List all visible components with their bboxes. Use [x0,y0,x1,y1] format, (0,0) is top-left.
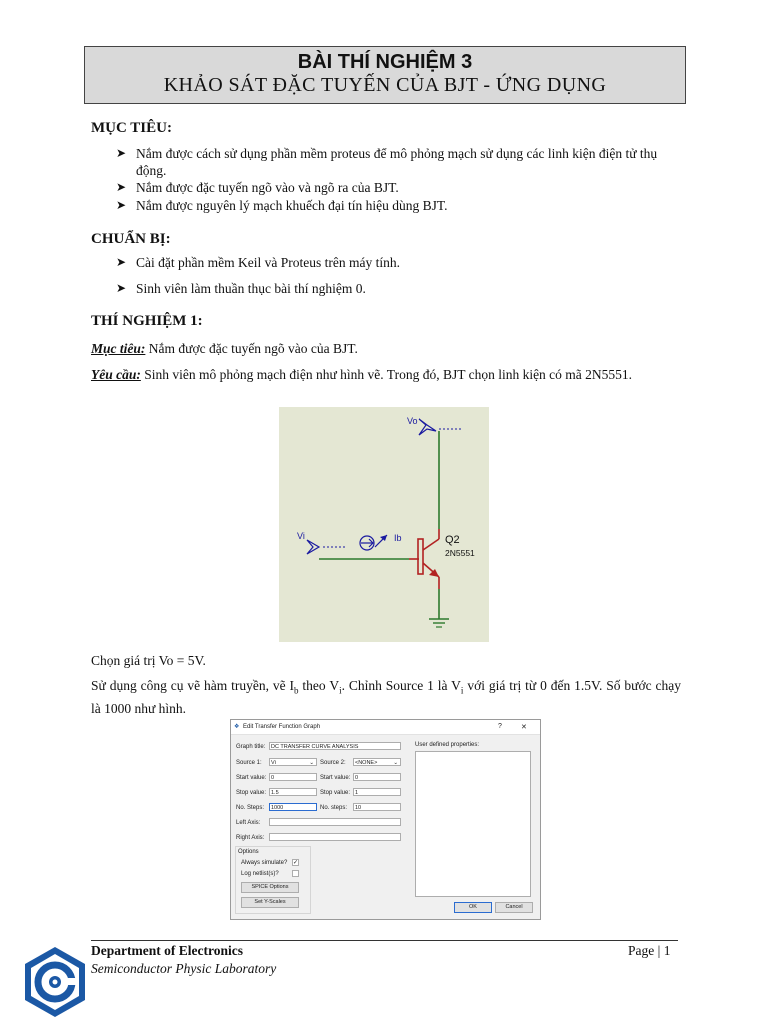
source2-label: Source 2: [320,760,346,766]
left-axis-input[interactable] [269,818,401,826]
set-yscales-button[interactable]: Set Y-Scales [241,897,299,908]
source2-value: <NONE> [355,760,378,766]
muc-tieu-label: Mục tiêu: [91,341,146,356]
source1-label: Source 1: [236,760,262,766]
source1-value: Vi [271,760,276,766]
chevron-down-icon: ⌄ [393,760,398,766]
cancel-button[interactable]: Cancel [495,902,533,913]
q-label: Q2 [445,534,460,546]
steps1-input[interactable]: 1000 [269,803,317,811]
user-props-label: User defined properties: [415,742,480,748]
dialog-titlebar [231,720,540,735]
ib-label: Ib [394,533,402,543]
spice-options-button[interactable]: SPICE Options [241,882,299,893]
ok-button[interactable]: OK [454,902,492,913]
help-icon[interactable]: ? [498,723,502,730]
stop2-label: Stop value: [320,790,351,796]
heading-thi-nghiem-1: THÍ NGHIỆM 1: [91,313,203,329]
source2-select[interactable] [353,758,401,766]
doc-subtitle: KHẢO SÁT ĐẶC TUYẾN CỦA BJT - ỨNG DỤNG [163,74,607,96]
edit-transfer-dialog [230,719,541,920]
graph-title-input[interactable]: DC TRANSFER CURVE ANALYSIS [269,742,401,750]
chon-vo-text: Chọn giá trị Vo = 5V. [91,653,206,668]
vo-terminal-icon [419,419,436,435]
vi-label: Vi [297,531,305,541]
sub-i: i [339,685,342,696]
schematic-drawing [279,407,489,642]
chevron-down-icon: ⌄ [309,760,314,766]
lab-name: Semiconductor Physic Laboratory [91,961,277,976]
vi-terminal-icon [307,540,319,554]
graph-title-label: Graph title: [236,744,266,750]
sub-b: b [294,685,299,696]
close-icon[interactable]: ✕ [521,724,527,731]
yeu-cau-para [91,366,681,383]
bullet-arrow-icon: ➤ [116,255,127,269]
department-logo-icon [22,945,88,1019]
doc-title: BÀI THÍ NGHIỆM 3 [297,51,473,73]
para-c: . Chỉnh Source 1 là V [341,678,461,693]
dialog-title: Edit Transfer Function Graph [243,724,321,730]
start2-input[interactable]: 0 [353,773,401,781]
right-axis-input[interactable] [269,833,401,841]
ham-truyen-para [91,677,681,717]
stop2-input[interactable]: 1 [353,788,401,796]
start1-label: Start value: [236,775,267,781]
para-a: Sử dụng công cụ vẽ hàm truyền, vẽ I [91,678,295,693]
bullet-text: Nắm được đặc tuyến ngõ vào và ngõ ra của BJT. [136,180,399,195]
stop1-input[interactable]: 1.5 [269,788,317,796]
bullet-arrow-icon: ➤ [116,281,127,295]
vo-label: Vo [407,416,418,426]
stop1-label: Stop value: [236,790,267,796]
page-number: Page | 1 [628,943,671,958]
always-sim-label: Always simulate? [241,860,288,866]
part-label: 2N5551 [445,548,475,558]
para-b: theo V [298,678,340,693]
muc-tieu-line [91,340,681,357]
always-sim-checkbox[interactable]: ✓ [293,860,299,866]
bullet-arrow-icon: ➤ [116,146,127,160]
heading-muc-tieu: MỤC TIÊU: [91,120,172,136]
bullet-arrow-icon: ➤ [116,198,127,212]
sub-i2: i [460,685,464,696]
app-icon: ❖ [234,724,240,730]
yeu-cau-text: Sinh viên mô phỏng mạch điện như hình vẽ. Trong đó, BJT chọn linh kiện có mã 2N5551. [140,367,633,382]
start2-label: Start value: [320,775,351,781]
bullet-text: Sinh viên làm thuần thục bài thí nghiệm 0. [136,281,366,296]
log-checkbox[interactable] [292,870,299,877]
steps2-input[interactable]: 10 [353,803,401,811]
steps1-label: No. Steps: [236,805,265,811]
start1-input[interactable]: 0 [269,773,317,781]
department-name: Department of Electronics [91,943,243,958]
bullet-text: Nắm được nguyên lý mạch khuếch đại tín hiệu dùng BJT. [136,198,448,213]
muc-tieu-text: Nắm được đặc tuyến ngõ vào của BJT. [145,341,358,356]
footer-rule [91,940,678,941]
user-props-textarea[interactable] [415,751,531,897]
right-axis-label: Right Axis: [236,835,265,841]
para-d: với giá trị từ 0 đến 1.5V. Số bước chạy là 1000 như hình. [91,678,681,716]
ground-icon [429,619,449,627]
bullet-arrow-icon: ➤ [116,180,127,194]
log-label: Log netlist(s)? [241,871,279,877]
source1-select[interactable] [269,758,317,766]
options-label: Options [238,849,259,855]
bjt-schematic [279,407,489,642]
title-box [84,46,686,104]
left-axis-label: Left Axis: [236,820,261,826]
bullet-text: Nắm được cách sử dụng phần mềm proteus để mô phỏng mạch sử dụng các linh kiện điện tử thụ động. [136,146,658,178]
transistor-base-bar [418,539,423,574]
yeu-cau-label: Yêu cầu: [91,367,141,382]
heading-chuan-bi: CHUẨN BỊ: [91,231,171,247]
bullet-text: Cài đặt phần mềm Keil và Proteus trên máy tính. [136,255,400,270]
steps2-label: No. steps: [320,805,348,811]
